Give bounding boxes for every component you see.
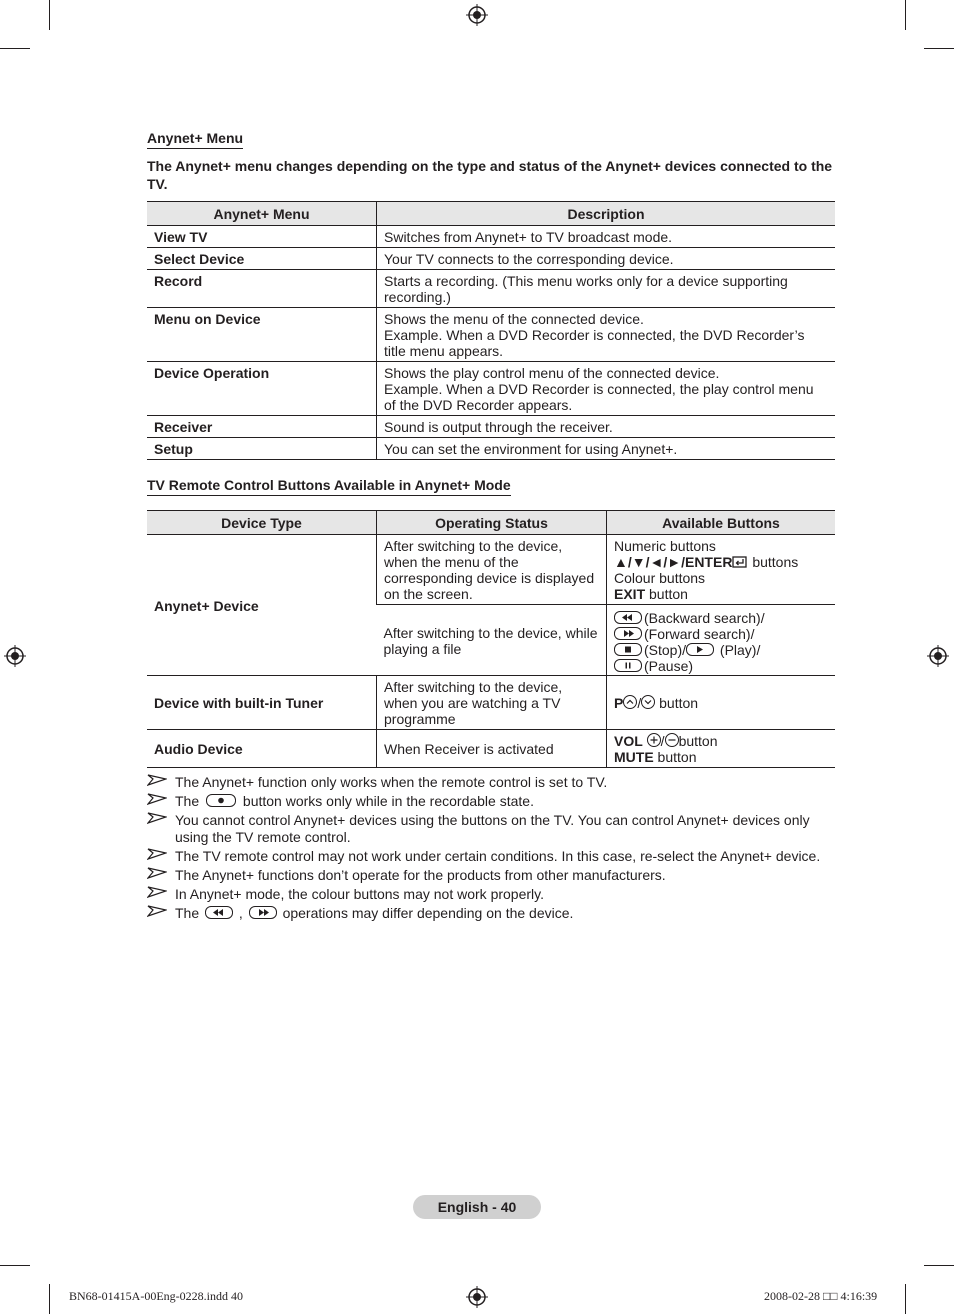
menu-description: Starts a recording. (This menu works only for a device supporting recording.): [377, 270, 836, 308]
crop-mark: [905, 0, 906, 30]
backward-search-text: (Backward search)/: [644, 610, 765, 626]
table-row: [147, 416, 835, 438]
pause-line: [614, 658, 828, 674]
table-row: [147, 226, 835, 248]
note-text: The: [175, 793, 200, 809]
date-slug: 2008-02-28 □□ 4:16:39: [764, 1289, 878, 1303]
note-arrow-icon: [147, 905, 167, 917]
exit-button-line: [614, 586, 828, 602]
p-text: P: [614, 695, 624, 711]
menu-description: Switches from Anynet+ to TV broadcast mode.: [377, 226, 836, 248]
play-icon: [686, 643, 714, 656]
slash-text: /: [660, 733, 665, 749]
table-row: [147, 730, 835, 768]
note-item: [147, 905, 835, 922]
available-buttons: [607, 676, 836, 730]
description-line: Shows the menu of the connected device.: [384, 311, 644, 327]
button-word: button: [655, 695, 699, 711]
operating-status: After switching to the device, when the menu of the corresponding device is displayed on the screen.: [377, 535, 607, 605]
forward-search-text: (Forward search)/: [644, 626, 755, 642]
description-line: Shows the play control menu of the connected device.: [384, 365, 720, 381]
crop-mark: [905, 1284, 906, 1314]
column-header: Operating Status: [377, 511, 607, 535]
device-type: Device with built-in Tuner: [147, 676, 377, 730]
registration-mark-icon: [466, 1286, 488, 1308]
device-type: Anynet+ Device: [147, 535, 377, 676]
note-arrow-icon: [147, 867, 167, 879]
menu-name: View TV: [147, 226, 377, 248]
intro-text: The Anynet+ menu changes depending on the type and status of the Anynet+ devices connected to the TV.: [147, 158, 833, 192]
column-header: Anynet+ Menu: [147, 202, 377, 226]
operating-status: After switching to the device, while playing a file: [377, 605, 607, 676]
chevron-up-icon: [623, 695, 637, 709]
fast-forward-icon: [249, 906, 277, 919]
note-text: The: [175, 904, 200, 921]
record-icon: [206, 794, 236, 807]
button-word: button: [653, 749, 697, 765]
registration-mark-icon: [927, 645, 949, 667]
menu-name: Record: [147, 270, 377, 308]
menu-name: Select Device: [147, 248, 377, 270]
note-item: [147, 774, 835, 791]
note-text: In Anynet+ mode, the colour buttons may not work properly.: [175, 885, 544, 902]
menu-name: Device Operation: [147, 362, 377, 416]
forward-search-line: [614, 626, 828, 642]
page-number-badge: English - 40: [413, 1195, 541, 1219]
file-slug: BN68-01415A-00Eng-0228.indd 40: [69, 1289, 243, 1303]
operating-status: After switching to the device, when you are watching a TV programme: [377, 676, 607, 730]
menu-name: Setup: [147, 438, 377, 460]
menu-name: Receiver: [147, 416, 377, 438]
enter-icon: [732, 556, 748, 568]
crop-mark: [0, 48, 30, 49]
available-buttons: [607, 535, 836, 605]
menu-description: [377, 308, 836, 362]
rewind-icon: [205, 906, 233, 919]
note-text: ,: [235, 904, 243, 921]
table-row: [147, 676, 835, 730]
mute-text: MUTE: [614, 749, 654, 765]
note-item: [147, 867, 835, 884]
crop-mark: [49, 1284, 50, 1314]
button-word: button: [678, 733, 718, 749]
vol-button-line: [614, 733, 828, 749]
table-row: [147, 248, 835, 270]
note-text: operations may differ depending on the device.: [278, 904, 574, 921]
note-item: [147, 886, 835, 903]
menu-description: [377, 362, 836, 416]
menu-description: Your TV connects to the corresponding device.: [377, 248, 836, 270]
slash-text: /: [637, 695, 642, 711]
registration-mark-icon: [466, 4, 488, 26]
rewind-icon: [614, 611, 642, 624]
crop-mark: [0, 1265, 30, 1266]
numeric-buttons-text: Numeric buttons: [614, 538, 716, 554]
note-arrow-icon: [147, 886, 167, 898]
stop-play-line: [614, 642, 828, 658]
crop-mark: [924, 1265, 954, 1266]
crop-mark: [924, 48, 954, 49]
nav-arrows-text: ▲/▼/◄/►/: [614, 554, 685, 570]
button-word: button: [645, 586, 688, 602]
backward-search-line: [614, 610, 828, 626]
note-item: [147, 812, 835, 845]
colour-buttons-text: Colour buttons: [614, 570, 706, 586]
fast-forward-icon: [614, 627, 642, 640]
note-arrow-icon: [147, 812, 167, 824]
notes-list: [147, 774, 835, 921]
note-arrow-icon: [147, 848, 167, 860]
pause-text: (Pause): [644, 658, 694, 674]
menu-name: Menu on Device: [147, 308, 377, 362]
registration-mark-icon: [4, 645, 26, 667]
available-buttons: [607, 730, 836, 768]
note-text: The Anynet+ functions don’t operate for the products from other manufacturers.: [175, 866, 666, 883]
note-item: [147, 848, 835, 865]
menu-description: Sound is output through the receiver.: [377, 416, 836, 438]
note-arrow-icon: [147, 774, 167, 786]
operating-status: When Receiver is activated: [377, 730, 607, 768]
anynet-menu-table: [147, 201, 835, 460]
note-text: The Anynet+ function only works when the remote control is set to TV.: [175, 774, 608, 790]
description-example: Example. When a DVD Recorder is connected, the DVD Recorder’s title menu appears.: [384, 327, 805, 359]
enter-text: ENTER: [684, 554, 733, 570]
table-row: [147, 438, 835, 460]
table-header-row: [147, 511, 835, 535]
available-buttons: [607, 605, 836, 676]
stop-text: (Stop)/: [644, 642, 687, 658]
column-header: Device Type: [147, 511, 377, 535]
device-type: Audio Device: [147, 730, 377, 768]
table-header-row: [147, 202, 835, 226]
page-content: [147, 130, 835, 924]
mute-button-line: [614, 749, 828, 765]
minus-icon: [665, 733, 679, 747]
stop-icon: [614, 643, 642, 656]
column-header: Available Buttons: [607, 511, 836, 535]
section-heading-remote-buttons: TV Remote Control Buttons Available in Anynet+ Mode: [147, 477, 511, 496]
vol-text: VOL: [614, 733, 643, 749]
note-text: You cannot control Anynet+ devices using the buttons on the TV. You can control Anynet+ devices only using the TV remote control.: [175, 812, 810, 845]
crop-mark: [49, 0, 50, 30]
note-text: The TV remote control may not work under certain conditions. In this case, re-select the Anynet+ device.: [175, 847, 821, 864]
table-row: [147, 270, 835, 308]
note-item: [147, 793, 835, 810]
buttons-word: buttons: [748, 554, 799, 570]
note-text: button works only while in the recordable state.: [239, 793, 534, 809]
play-text: (Play)/: [716, 642, 761, 658]
exit-text: EXIT: [614, 586, 646, 602]
table-row: [147, 362, 835, 416]
note-arrow-icon: [147, 793, 167, 805]
column-header: Description: [377, 202, 836, 226]
table-row: [147, 308, 835, 362]
pause-icon: [614, 659, 642, 672]
table-row: [147, 535, 835, 605]
plus-icon: [647, 733, 661, 747]
nav-buttons-line: [614, 554, 828, 570]
chevron-down-icon: [641, 695, 655, 709]
section-heading-anynet-menu: Anynet+ Menu: [147, 130, 243, 149]
remote-buttons-table: [147, 510, 835, 768]
description-example: Example. When a DVD Recorder is connected, the play control menu of the DVD Recorder appears.: [384, 381, 814, 413]
menu-description: You can set the environment for using Anynet+.: [377, 438, 836, 460]
